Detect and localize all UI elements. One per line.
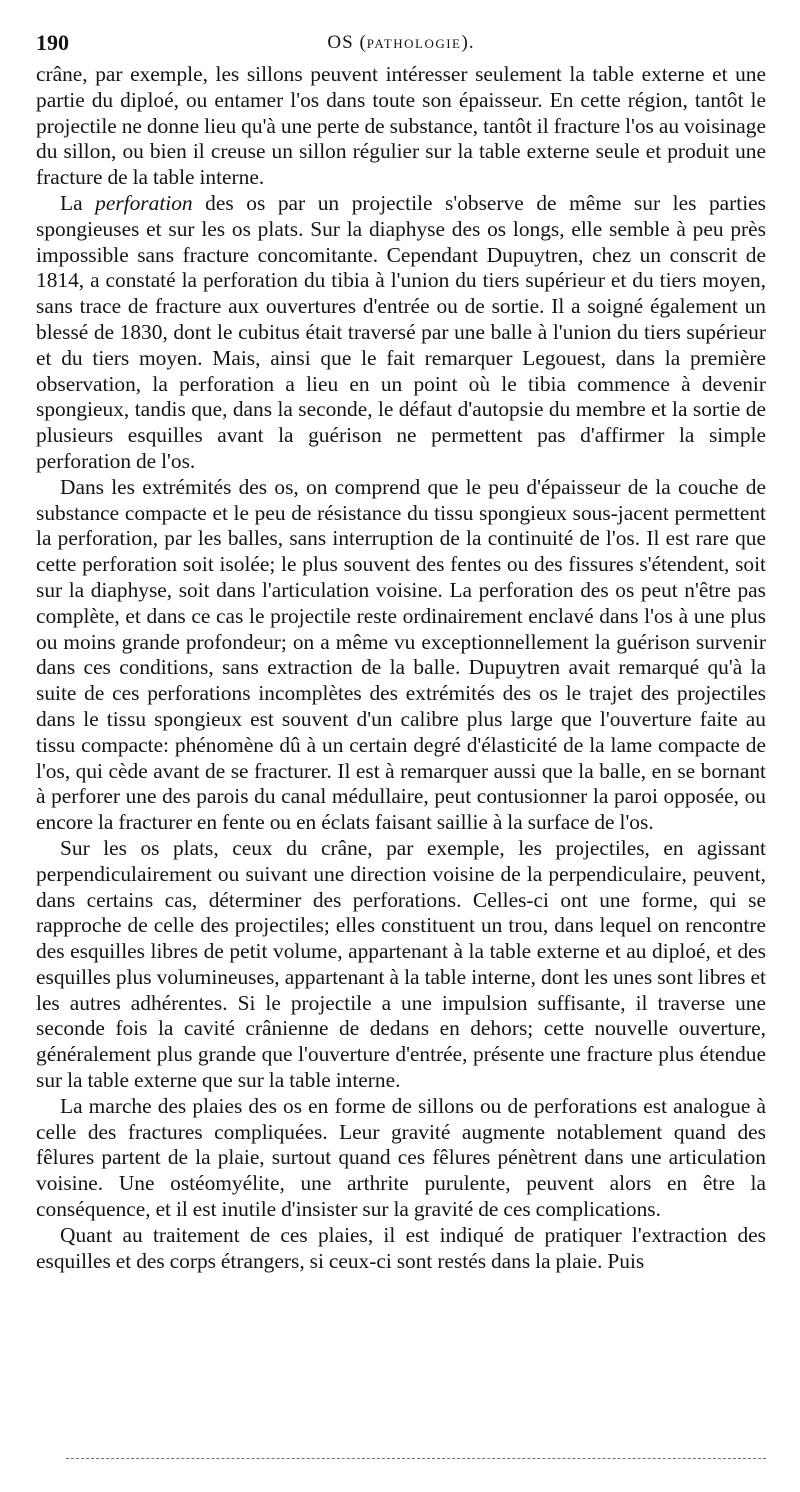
paragraph-4: Sur les os plats, ceux du crâne, par exemple, les projectiles, en agissant perpendiculairement ou suivant une direction voisine de la perpendiculaire, peuvent, dans certains cas, déterminer des perforations. Celles-ci ont une forme, qui se rapproche de celle des projectiles; elles constituent un trou, dans lequel on rencontre des esquilles libres de petit volume, appartenant à la table externe et au diploé, et des esquilles plus volumineuses, appartenant à la table interne, dont les unes sont libres et les autres adhérentes. Si le projectile a une impulsion suffisante, il traverse une seconde fois la cavité crânienne de dedans en dehors; cette nouvelle ouverture, généralement plus grande que l'ouverture d'entrée, présente une fracture plus étendue sur la table externe que sur la table interne. <box>36 835 766 1093</box>
running-head-end: ). <box>461 32 475 53</box>
body-text <box>36 62 766 1274</box>
footer-dashed-rule <box>66 1458 766 1459</box>
paragraph-2-text: des os par un projectile s'observe de même sur les parties spongieuses et sur les os plats. Sur la diaphyse des os longs, elle semble à peu près impossible sans fracture concomitante. Cependant Dupuytren, chez un conscrit de 1814, a constaté la perforation du tibia à l'union du tiers supérieur et du tiers moyen, sans trace de fracture aux ouvertures d'entrée ou de sortie. Il a soigné également un blessé de 1830, dont le cubitus était traversé par une balle à l'union du tiers supérieur et du tiers moyen. Mais, ainsi que le fait remarquer Legouest, dans la première observation, la perforation a lieu en un point où le tibia commence à devenir spongieux, tandis que, dans la seconde, le défaut d'autopsie du membre et la sortie de plusieurs esquilles avant la guérison ne permettent pas d'affirmer la simple perforation de l'os. <box>36 190 766 473</box>
page-number: 190 <box>36 30 69 55</box>
paragraph-5: La marche des plaies des os en forme de sillons ou de perforations est analogue à celle des fractures compliquées. Leur gravité augmente notablement quand des fêlures partent de la plaie, surtout quand ces fêlures pénètrent dans une articulation voisine. Une ostéomyélite, une arthrite purulente, peuvent alors en être la conséquence, et il est inutile d'insister sur la gravité de ces complications. <box>36 1093 766 1222</box>
paragraph-1: crâne, par exemple, les sillons peuvent intéresser seulement la table externe et une partie du diploé, ou entamer l'os dans toute son épaisseur. En cette région, tantôt le projectile ne donne lieu qu'à une perte de substance, tantôt il fracture l'os au voisinage du sillon, ou bien il creuse un sillon régulier sur la table externe seule et produit une fracture de la table interne. <box>36 62 766 190</box>
running-head <box>36 32 766 54</box>
running-head-main: OS ( <box>327 32 367 53</box>
paragraph-2-emphasis: perforation <box>95 190 193 215</box>
book-page <box>36 30 766 1274</box>
running-head-small-caps: PATHOLOGIE <box>366 36 462 51</box>
paragraph-2 <box>36 191 766 475</box>
paragraph-6: Quant au traitement de ces plaies, il est indiqué de pratiquer l'extraction des esquilles et des corps étrangers, si ceux-ci sont restés dans la plaie. Puis <box>36 1222 766 1273</box>
page-header <box>36 30 766 60</box>
paragraph-3: Dans les extrémités des os, on comprend que le peu d'épaisseur de la couche de substance compacte et le peu de résistance du tissu spongieux sous-jacent permettent la perforation, par les balles, sans interruption de la continuité de l'os. Il est rare que cette perforation soit isolée; le plus souvent des fentes ou des fissures s'étendent, soit sur la diaphyse, soit dans l'articulation voisine. La perforation des os peut n'être pas complète, et dans ce cas le projectile reste ordinairement enclavé dans l'os à une plus ou moins grande profondeur; on a même vu exceptionnellement la guérison survenir dans ces conditions, sans extraction de la balle. Dupuytren avait remarqué qu'à la suite de ces perforations incomplètes des extrémités des os le trajet des projectiles dans le tissu spongieux est souvent d'un calibre plus large que l'ouverture faite au tissu compacte: phénomène dû à un certain degré d'élasticité de la lame compacte de l'os, qui cède avant de se fracturer. Il est à remarquer aussi que la balle, en se bornant à perforer une des parois du canal médullaire, peut contusionner la paroi opposée, ou encore la fracturer en fente ou en éclats faisant saillie à la surface de l'os. <box>36 474 766 835</box>
paragraph-2-lead: La <box>60 190 96 215</box>
